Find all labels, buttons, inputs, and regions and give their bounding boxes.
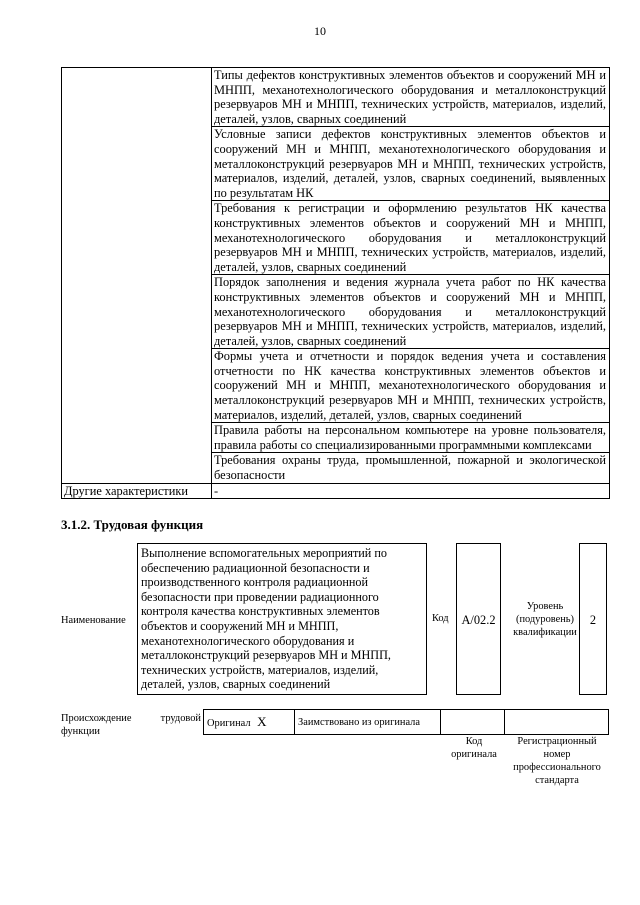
other-characteristics-value: - <box>212 483 610 499</box>
original-mark: X <box>257 714 267 729</box>
other-characteristics-label: Другие характеристики <box>62 483 212 499</box>
origin-label-word: Происхождение <box>61 713 132 724</box>
origin-table <box>203 709 609 735</box>
knowledge-item: Правила работы на персональном компьютере на уровне пользователя, правила работы со специализированными программными комплексами <box>212 423 610 453</box>
knowledge-item: Порядок заполнения и ведения журнала учета работ по НК качества конструктивных элементов объектов и сооружений МН и МНПП, механотехнологического оборудования и металлоконструкций резервуаров МН и МНПП, технических устройств, материалов, изделий, деталей, узлов, сварных соединений <box>212 275 610 349</box>
knowledge-item: Требования к регистрации и оформлению результатов НК качества конструктивных элементов объектов и сооружений МН и МНПП, механотехнологического оборудования и металлоконструкций резервуаров МН и МНПП, технических устройств, материалов, изделий, деталей, узлов, сварных соединений <box>212 201 610 275</box>
knowledge-label-cell <box>62 68 212 484</box>
reg-number-cell <box>505 710 609 735</box>
original-label: Оригинал <box>207 718 251 729</box>
qualification-level-box: 2 <box>579 543 607 695</box>
function-name-box: Выполнение вспомогательных мероприятий по обеспечению радиационной безопасности и производственного контроля радиационной безопасности при проведении радиационного контроля качества конструктивных элементов объектов и сооружений МН и МНПП, механотехнологического оборудования и металлоконструкций резервуаров МН и МНПП, технических устройств, материалов, изделий, деталей, узлов, сварных соединений <box>137 543 427 695</box>
qualification-level-label: Уровень (подуровень) квалификации <box>513 601 577 638</box>
table-row <box>204 710 609 735</box>
knowledge-item: Типы дефектов конструктивных элементов объектов и сооружений МН и МНПП, механотехнологического оборудования и металлоконструкций резервуаров МН и МНПП, технических устройств, материалов, изделий, деталей, узлов, сварных соединений <box>212 68 610 127</box>
page-number: 10 <box>314 24 326 38</box>
original-code-caption: Код оригинала <box>451 736 497 760</box>
borrowed-cell: Заимствовано из оригинала <box>295 710 441 735</box>
table-row <box>62 68 610 127</box>
name-label: Наименование <box>61 615 126 626</box>
origin-label <box>61 712 201 738</box>
knowledge-item: Формы учета и отчетности и порядок ведения учета и составления отчетности по НК качества конструктивных элементов объектов и сооружений МН и МНПП, механотехнологического оборудования и металлоконструкций резервуаров МН и МНПП, технических устройств, материалов, изделий, деталей, узлов, сварных соединений <box>212 349 610 423</box>
function-code-box: A/02.2 <box>456 543 501 695</box>
table-row <box>62 483 610 499</box>
origin-label-word: трудовой <box>160 713 201 724</box>
knowledge-item: Условные записи дефектов конструктивных элементов объектов и сооружений МН и МНПП, механотехнологического оборудования и металлоконструкций резервуаров МН и МНПП, технических устройств, материалов, изделий, деталей, узлов, сварных соединений, выявленных по результатам НК <box>212 127 610 201</box>
code-label: Код <box>432 613 449 624</box>
origin-label-word: функции <box>61 726 100 737</box>
original-cell <box>204 710 295 735</box>
knowledge-table <box>61 67 610 499</box>
original-code-cell <box>441 710 505 735</box>
knowledge-item: Требования охраны труда, промышленной, пожарной и экологической безопасности <box>212 453 610 483</box>
section-heading: 3.1.2. Трудовая функция <box>61 517 204 532</box>
reg-number-caption: Регистрационный номер профессионального стандарта <box>513 736 601 786</box>
